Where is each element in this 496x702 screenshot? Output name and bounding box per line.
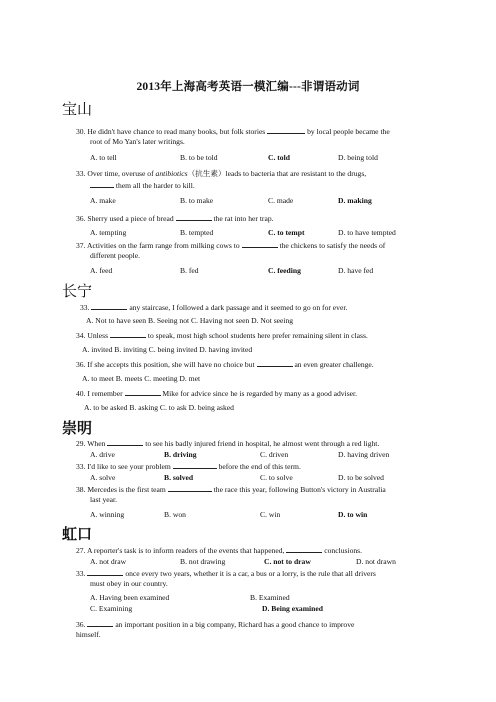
option: A. feed: [90, 266, 113, 275]
option: D. to win: [338, 510, 368, 519]
option: D. making: [338, 196, 372, 205]
question-line: them all the harder to kill.: [90, 180, 195, 190]
question-line: root of Mo Yan's later writings.: [90, 137, 185, 146]
option: A. tempting: [90, 228, 127, 237]
question-line: 36. Sherry used a piece of bread the rat into her trap.: [76, 214, 274, 223]
option: D. being told: [338, 153, 378, 162]
option: B. won: [164, 510, 186, 519]
option-line: A. Not to have seen B. Seeing not C. Having not seen D. Not seeing: [86, 316, 294, 325]
option: D. having driven: [338, 450, 390, 459]
question-line: himself.: [76, 630, 101, 639]
question-line: must obey in our country.: [90, 579, 168, 588]
section-heading-changning: 长宁: [62, 282, 93, 300]
section-heading-hongkou: 虹口: [62, 525, 93, 543]
question-line: 36. an important position in a big company, Richard has a good chance to improve: [76, 620, 355, 629]
option: B. Examined: [250, 593, 290, 602]
question-line: 33. Over time, overuse of antibiotics（抗生素）leads to bacteria that are resistant to the drugs,: [76, 169, 367, 178]
option: A. solve: [90, 473, 116, 482]
option-line: A. invited B. inviting C. being invited D. having invited: [82, 345, 253, 354]
section-heading-baoshan: 宝山: [62, 100, 93, 118]
option: A. winning: [90, 510, 125, 519]
question-line: last year.: [90, 495, 117, 504]
question-line: different people.: [90, 251, 141, 260]
question-line: 33. any staircase, I followed a dark passage and it seemed to go on for ever.: [80, 303, 348, 312]
option: B. solved: [164, 473, 194, 482]
option: B. not drawing: [180, 557, 226, 566]
question-line: 30. He didn't have chance to read many books, but folk stories by local people became the: [76, 127, 390, 136]
option: B. to make: [180, 196, 214, 205]
option: C. told: [268, 153, 290, 162]
option: C. to tempt: [268, 228, 305, 237]
option: D. Being examined: [262, 604, 323, 613]
option-line: A. to meet B. meets C. meeting D. met: [82, 374, 201, 383]
page-title: 2013年上海高考英语一模汇编---非谓语动词: [136, 81, 360, 93]
option: B. driving: [164, 450, 197, 459]
option: B. tempted: [180, 228, 214, 237]
option: A. drive: [90, 450, 115, 459]
question-line: 36. If she accepts this position, she will have no choice but an even greater challenge.: [76, 360, 374, 369]
option: D. have fed: [338, 266, 374, 275]
option: C. to solve: [260, 473, 293, 482]
option: D. to have tempted: [338, 228, 396, 237]
question-line: 33. I'd like to see your problem before the end of this term.: [76, 462, 301, 471]
option: C. win: [260, 510, 281, 519]
question-line: 34. Unless to speak, most high school students here prefer remaining silent in class.: [76, 331, 368, 340]
option: A. Having been examined: [90, 593, 170, 602]
option-line: A. to be asked B. asking C. to ask D. being asked: [84, 403, 234, 412]
question-line: 27. A reporter's task is to inform readers of the events that happened, conclusions.: [76, 546, 363, 555]
option: B. fed: [180, 266, 199, 275]
option: C. not to draw: [264, 557, 311, 566]
option: D. not drawn: [356, 557, 396, 566]
option: C. feeding: [268, 266, 301, 275]
option: C. driven: [260, 450, 289, 459]
option: C. Examining: [90, 604, 133, 613]
option: C. made: [268, 196, 294, 205]
question-line: 37. Activities on the farm range from milking cows to the chickens to satisfy the needs of: [76, 241, 386, 250]
option: A. to tell: [90, 153, 117, 162]
option: B. to be told: [180, 153, 218, 162]
option: D. to be solved: [338, 473, 384, 482]
option: A. make: [90, 196, 116, 205]
question-line: 33. once every two years, whether it is a car, a bus or a lorry, is the rule that all drivers: [76, 569, 376, 578]
option: A. not draw: [90, 557, 127, 566]
section-heading-chongming: 崇明: [62, 419, 93, 437]
question-line: 38. Mercedes is the first team the race this year, following Button's victory in Australia: [76, 485, 386, 494]
question-line: 29. When to see his badly injured friend in hospital, he almost went through a red light.: [76, 439, 380, 448]
question-line: 40. I remember Mike for advice since he is regarded by many as a good adviser.: [76, 389, 358, 398]
